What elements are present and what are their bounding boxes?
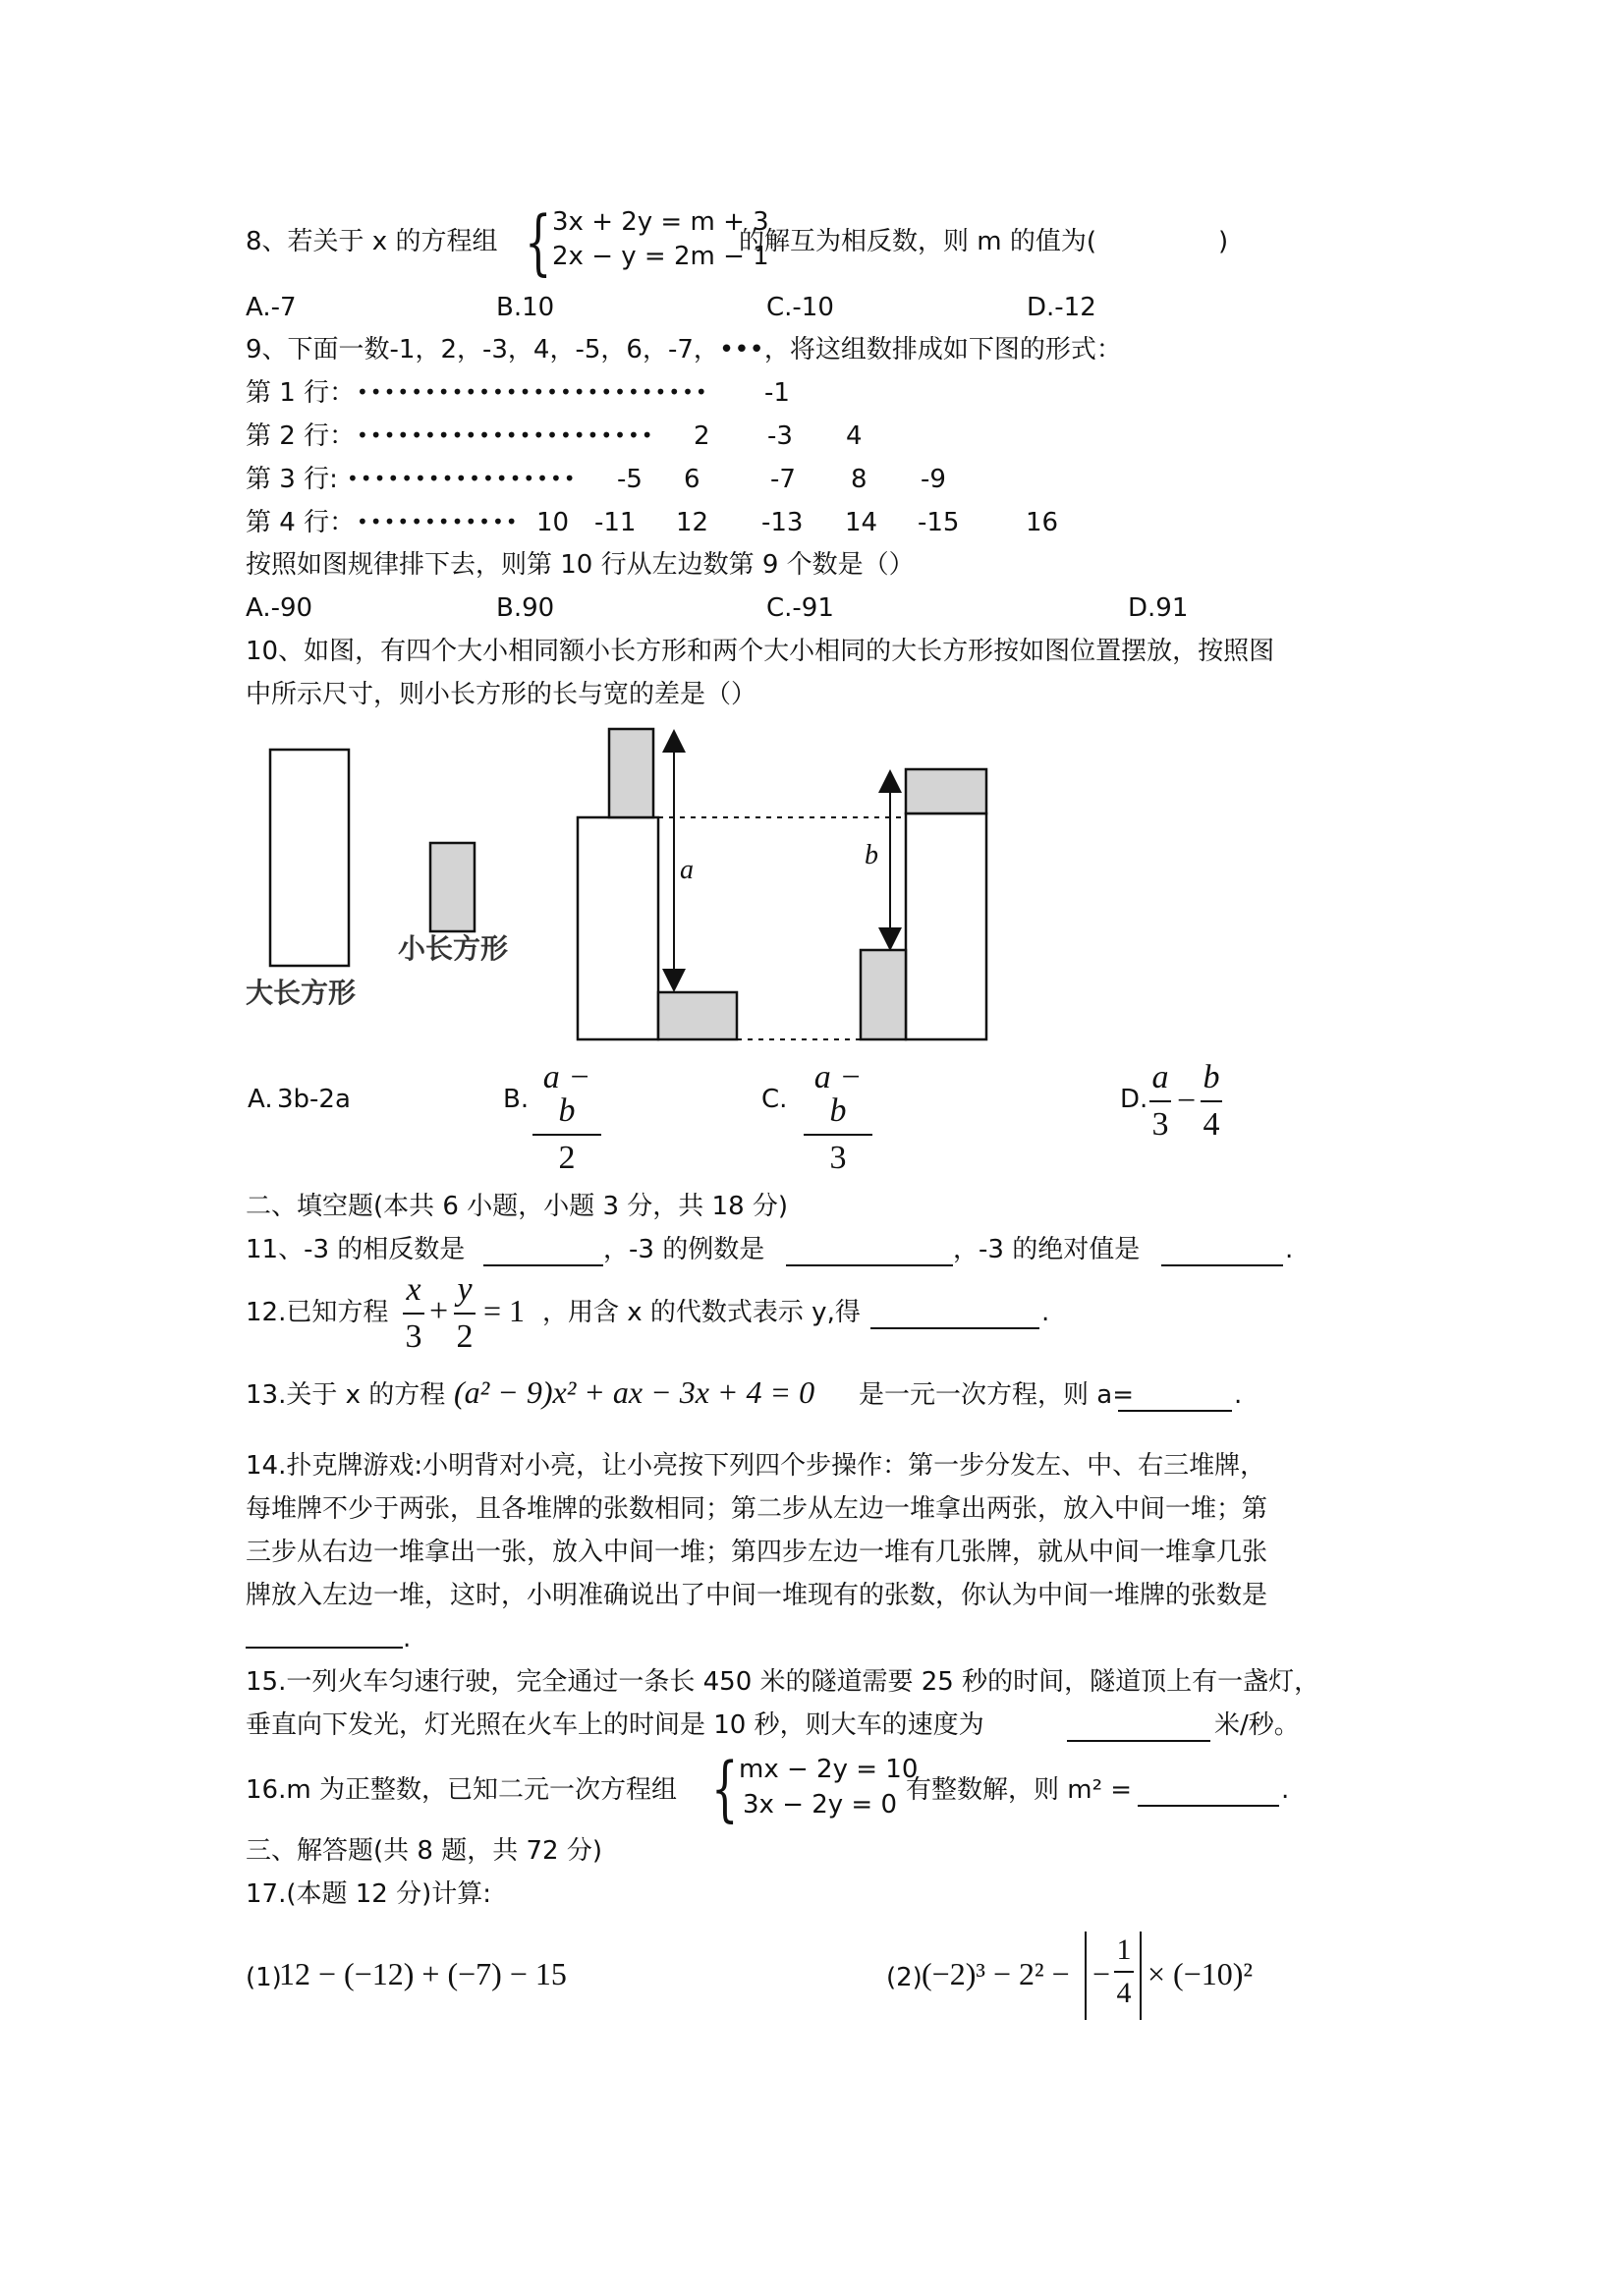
fraction-bar: [1201, 1100, 1222, 1102]
q9-option-b: B.90: [496, 593, 555, 623]
row-value: 8: [851, 465, 867, 494]
q13-suffix: 是一元一次方程，则 a=: [859, 1380, 1134, 1410]
label-b: b: [865, 840, 878, 870]
fraction-denominator: 2: [558, 1140, 576, 1176]
q11-blank-1[interactable]: [483, 1239, 603, 1266]
q9-option-c: C.-91: [766, 593, 834, 623]
q9-question: 按照如图规律排下去，则第 10 行从左边数第 9 个数是（）: [246, 550, 915, 580]
q14-line-2: 每堆牌不少于两张，且各堆牌的张数相同；第二步从左边一堆拿出两张，放入中间一堆；第: [246, 1494, 1268, 1524]
q15-blank[interactable]: [1067, 1714, 1210, 1742]
q10-option-d-minus: −: [1177, 1083, 1197, 1119]
q14-line-3: 三步从右边一堆拿出一张，放入中间一堆；第四步左边一堆有几张牌，就从中间一堆拿几张: [246, 1538, 1268, 1567]
big-rectangle-right: [906, 813, 986, 1039]
q9-stem: 9、下面一数-1，2，-3，4，-5，6，-7，•••，将这组数排成如下图的形式：: [246, 335, 1122, 364]
q12-blank[interactable]: [870, 1302, 1039, 1329]
row-dots: ••••••••••••: [357, 510, 520, 533]
q8-option-c: C.-10: [766, 293, 834, 322]
row-value: 12: [676, 508, 709, 537]
q12-fraction-x: [403, 1273, 424, 1354]
q17-part-2-label: (2): [886, 1963, 923, 1992]
q9-option-a: A.-90: [246, 593, 313, 623]
row-value: -9: [921, 465, 946, 494]
q9-option-d: D.91: [1128, 593, 1189, 623]
section-2-title: 二、填空题(本共 6 小题，小题 3 分，共 18 分): [246, 1192, 789, 1221]
q17-part-2-expression-b: × (−10)²: [1147, 1956, 1253, 1991]
q13-blank[interactable]: [1118, 1384, 1232, 1412]
q14-end: .: [403, 1624, 412, 1653]
row-value: -3: [767, 421, 793, 451]
row-value: -7: [770, 465, 796, 494]
q10-option-a-text: 3b-2a: [277, 1085, 351, 1114]
q14-line-4: 牌放入左边一堆，这时，小明准确说出了中间一堆现有的张数，你认为中间一堆牌的张数是: [246, 1581, 1268, 1610]
q17-stem: 17.(本题 12 分)计算:: [246, 1879, 492, 1909]
fraction-bar: [532, 1134, 601, 1136]
q16-brace: {: [711, 1747, 739, 1829]
q12-fraction-y: [454, 1273, 476, 1354]
row-value: -13: [761, 508, 804, 537]
row-value: -5: [617, 465, 643, 494]
q12-prefix: 12.已知方程: [246, 1298, 389, 1327]
fraction-denominator: 3: [405, 1318, 422, 1355]
q8-brace: {: [525, 200, 552, 283]
row-value: 16: [1026, 508, 1059, 537]
fraction-numerator: a − b: [813, 1059, 863, 1129]
q10-option-c-fraction: [804, 1061, 872, 1175]
fraction-numerator: y: [457, 1271, 473, 1308]
q8-option-b: B.10: [496, 293, 555, 322]
q10-option-c-prefix: C.: [761, 1085, 788, 1114]
row-dots: •••••••••••••••••: [347, 467, 578, 490]
q10-option-d-fraction-2: [1201, 1061, 1222, 1142]
row-value: 10: [536, 508, 570, 537]
q8-suffix: 的解互为相反数，则 m 的值为(: [739, 227, 1097, 256]
small-rectangle-sample: [430, 843, 475, 931]
fraction-bar: [804, 1134, 872, 1136]
abs-minus: −: [1092, 1956, 1111, 1991]
fraction-numerator: x: [406, 1271, 421, 1308]
q8-option-a: A.-7: [246, 293, 297, 322]
fraction-denominator: 3: [829, 1140, 847, 1176]
row-dots: ••••••••••••••••••••••••••: [357, 380, 709, 404]
row-value: 4: [846, 421, 863, 451]
q11-part-1: 11、-3 的相反数是: [246, 1235, 466, 1264]
q17-part-1-label: (1): [246, 1963, 282, 1992]
q10-stem-line-1: 10、如图，有四个大小相同额小长方形和两个大小相同的大长方形按如图位置摆放，按照图: [246, 637, 1275, 666]
q10-option-d-prefix: D.: [1120, 1085, 1148, 1114]
row-label: 第 1 行：: [246, 378, 356, 408]
q12-plus: +: [429, 1293, 449, 1329]
fraction-bar: [1149, 1100, 1171, 1102]
q8-option-d: D.-12: [1027, 293, 1096, 322]
absolute-bar-right: [1140, 1932, 1142, 2020]
row-value: -15: [918, 508, 960, 537]
q17-part-2-expression-a: (−2)³ − 2² −: [922, 1956, 1070, 1991]
fraction-denominator: 2: [456, 1318, 474, 1355]
q16-prefix: 16.m 为正整数，已知二元一次方程组: [246, 1775, 677, 1805]
q10-option-b-fraction: [532, 1061, 601, 1175]
absolute-bar-left: [1085, 1932, 1087, 2020]
q11-blank-2[interactable]: [786, 1239, 953, 1266]
q13-end: .: [1234, 1380, 1243, 1410]
fraction-denominator: 4: [1116, 1977, 1132, 2009]
row-dots: ••••••••••••••••••••••: [357, 423, 655, 447]
big-rectangle-label: 大长方形: [246, 977, 357, 1009]
row-value: 6: [684, 465, 700, 494]
q16-suffix: 有整数解，则 m² =: [906, 1775, 1133, 1805]
row-value: 2: [694, 421, 710, 451]
row-value: -11: [594, 508, 637, 537]
q10-figure: [0, 717, 1623, 1051]
row-label: 第 4 行：: [246, 508, 356, 537]
q11-end: .: [1285, 1235, 1294, 1264]
q10-option-a-prefix: A.: [248, 1085, 273, 1114]
fraction-bar: [1114, 1971, 1134, 1973]
fraction-numerator: b: [1203, 1059, 1220, 1095]
fraction-denominator: 3: [1151, 1106, 1169, 1143]
q10-stem-line-2: 中所示尺寸，则小长方形的长与宽的差是（）: [246, 680, 757, 709]
section-3-title: 三、解答题(共 8 题，共 72 分): [246, 1836, 602, 1866]
q10-option-d-fraction-1: [1149, 1061, 1171, 1142]
q8-close-paren: ): [1218, 227, 1229, 256]
big-rectangle-left: [578, 817, 658, 1039]
label-a: a: [680, 855, 694, 885]
q15-line-2: 垂直向下发光，灯光照在火车上的时间是 10 秒，则大车的速度为: [246, 1710, 984, 1740]
small-rectangle-top-right: [906, 769, 986, 813]
q13-prefix: 13.关于 x 的方程: [246, 1380, 446, 1410]
small-rectangle-label: 小长方形: [398, 932, 509, 965]
q11-blank-3[interactable]: [1161, 1239, 1283, 1266]
row-label: 第 3 行:: [246, 465, 338, 494]
q16-equation-1: mx − 2y = 10: [739, 1755, 919, 1784]
fraction-numerator: a: [1151, 1059, 1169, 1095]
q14-line-1: 14.扑克牌游戏:小明背对小亮，让小亮按下列四个步操作：第一步分发左、中、右三堆牌，: [246, 1451, 1266, 1481]
fraction-denominator: 4: [1203, 1106, 1220, 1143]
q17-part-1-expression: 12 − (−12) + (−7) − 15: [279, 1956, 567, 1991]
q17-abs-fraction: [1114, 1935, 1134, 2008]
q12-end: .: [1041, 1298, 1050, 1327]
row-label: 第 2 行：: [246, 421, 356, 451]
q11-part-3: ，-3 的绝对值是: [953, 1235, 1141, 1264]
q16-blank[interactable]: [1138, 1779, 1279, 1807]
small-rectangle-bottom-right: [861, 950, 906, 1039]
q8-prefix: 8、若关于 x 的方程组: [246, 227, 498, 256]
fraction-bar: [454, 1313, 476, 1315]
small-rectangle-top-left: [609, 729, 653, 817]
q8-equation-1: 3x + 2y = m + 3: [552, 207, 769, 237]
q8-equation-2: 2x − y = 2m − 1: [552, 242, 769, 271]
q12-equals: = 1: [483, 1293, 526, 1328]
row-value: 14: [845, 508, 878, 537]
fraction-numerator: a − b: [542, 1059, 591, 1129]
q16-end: .: [1281, 1775, 1290, 1805]
small-rectangle-bottom-mid: [658, 992, 737, 1039]
big-rectangle-sample: [270, 750, 349, 966]
q11-part-2: ，-3 的例数是: [603, 1235, 765, 1264]
q15-unit: 米/秒。: [1214, 1710, 1300, 1740]
q10-option-b-prefix: B.: [503, 1085, 530, 1114]
row-value: -1: [764, 378, 790, 408]
q13-expression: (a² − 9)x² + ax − 3x + 4 = 0: [454, 1374, 815, 1410]
q14-blank[interactable]: [246, 1621, 403, 1649]
q15-line-1: 15.一列火车匀速行驶，完全通过一条长 450 米的隧道需要 25 秒的时间，隧道顶上有一盏灯，: [246, 1667, 1320, 1697]
q16-equation-2: 3x − 2y = 0: [743, 1790, 898, 1820]
fraction-bar: [403, 1313, 424, 1315]
fraction-numerator: 1: [1116, 1933, 1132, 1966]
q12-suffix: ，用含 x 的代数式表示 y,得: [542, 1298, 861, 1327]
